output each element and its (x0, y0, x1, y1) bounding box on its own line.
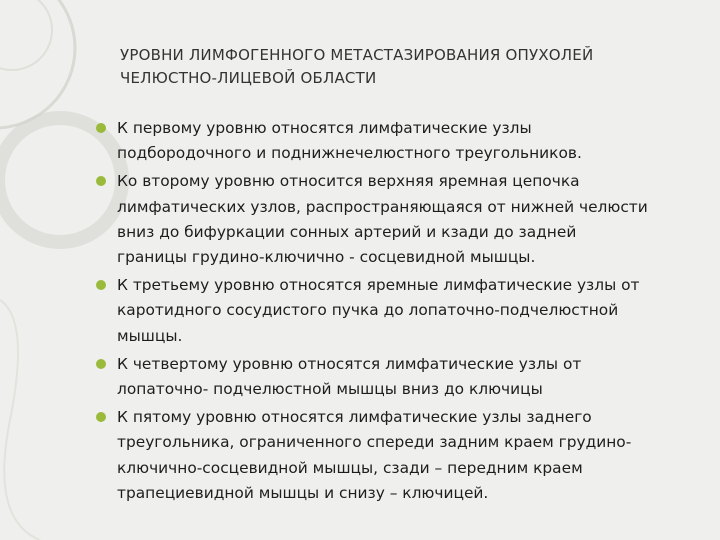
bullet-item-level-5 (96, 405, 706, 506)
bullet-text-line: треугольника, ограниченного спереди задним краем грудино- (117, 433, 632, 452)
bullet-dot-icon (96, 280, 106, 290)
title-line-1: УРОВНИ ЛИМФОГЕННОГО МЕТАСТАЗИРОВАНИЯ ОПУХОЛЕЙ (120, 46, 594, 64)
bullet-text-line: каротидного сосудистого пучка до лопаточно-подчелюстной (117, 301, 619, 320)
bullet-text-line: К третьему уровню относятся яремные лимфатические узлы от (117, 276, 640, 295)
bullet-text-line: Ко второму уровню относится верхняя яремная цепочка (117, 172, 580, 191)
bullet-text-line: трапециевидной мышцы и снизу – ключицей. (117, 483, 489, 502)
bullet-text-line: границы грудино-ключично - сосцевидной мышцы. (117, 248, 536, 267)
bullet-text-line: К четвертому уровню относятся лимфатические узлы от (117, 354, 582, 373)
bullet-item-level-3 (96, 273, 706, 349)
bullet-text-line: подбородочного и поднижнечелюстного треугольников. (117, 144, 582, 163)
title-line-2: ЧЕЛЮСТНО-ЛИЦЕВОЙ ОБЛАСТИ (120, 69, 377, 87)
bullet-dot-icon (96, 412, 106, 422)
bullet-text-line: мышцы. (117, 326, 183, 345)
bullet-item-level-2 (96, 169, 706, 270)
bullet-text-line: лимфатических узлов, распространяющаяся от нижней челюсти (117, 197, 648, 216)
bullet-item-level-4 (96, 352, 706, 402)
slide-title (120, 44, 700, 90)
bullet-text-line: К первому уровню относятся лимфатические узлы (117, 119, 532, 137)
bullet-dot-icon (96, 359, 106, 369)
bullet-item-level-1 (96, 116, 706, 166)
bullet-text-line: К пятому уровню относятся лимфатические узлы заднего (117, 408, 592, 427)
bullet-list (96, 116, 706, 509)
bullet-text-line: лопаточно- подчелюстной мышцы вниз до ключицы (117, 380, 543, 399)
bullet-text-line: ключично-сосцевидной мышцы, сзади – передним краем (117, 458, 583, 477)
bullet-dot-icon (96, 123, 106, 133)
bullet-text-line: вниз до бифуркации сонных артерий и кзади до задней (117, 222, 577, 241)
bullet-dot-icon (96, 176, 106, 186)
